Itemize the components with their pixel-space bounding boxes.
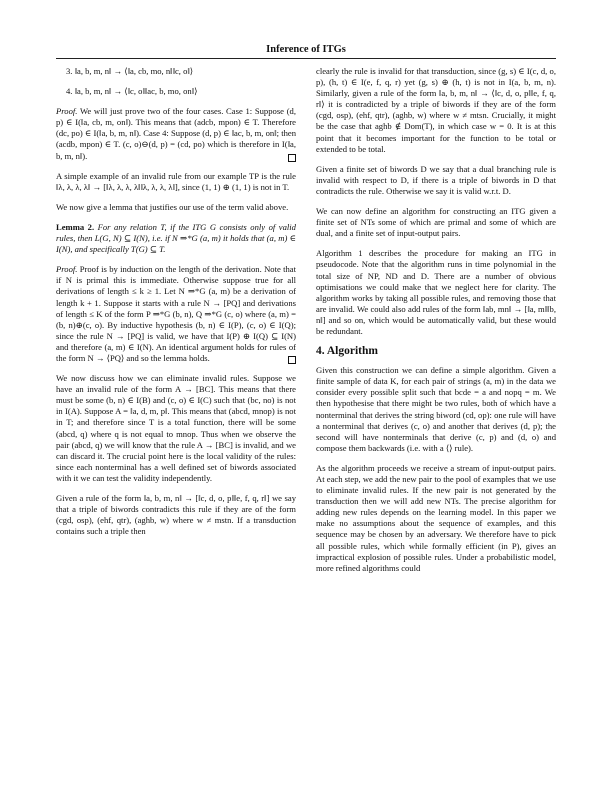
left-column <box>56 66 296 546</box>
proof-label: Proof. <box>56 264 78 275</box>
case-item-4: 4. ‖a, b, m, n‖ → ⟨‖c, o‖‖ac, b, mo, on‖⟩ <box>66 86 198 97</box>
proof-text: Proof is by induction on the length of the derivation. Note that if N is primal this is immediate. Otherwise suppose true for all derivations of length ≤ k ≥ 1. Let N ⇒*G (a, m) be a derivation of length k + 1. Suppose it starts with a rule N → [PQ] and derivations of length ≤ K of the form P ⇒*G (b, n), Q ⇒*G (c, o) where (a, m) = (b, n)⊕(c, o). By inductive hypothesis (b, n) ∈ I(P), (c, o) ∈ I(Q); since the rule N → [PQ] is valid, we have that I(P) ⊕ I(Q) ⊆ I(N) and therefore (a, m) ∈ I(N). An identical argument holds for rules of the form N → ⟨PQ⟩ and so the lemma holds. <box>56 264 296 363</box>
algorithm-intro-paragraph: We can now define an algorithm for constructing an ITG given a finite set of NTs some of which are primal and some of which are dual, and a finite set of input-output pairs. <box>316 206 556 239</box>
proof-label: Proof. <box>56 106 78 117</box>
proof-paragraph-1 <box>56 106 296 161</box>
example-paragraph: A simple example of an invalid rule from our example TP is the rule ‖λ, λ, λ, λ‖ → [‖λ, λ, λ, λ‖‖λ, λ, λ, λ‖], since (1, 1) ⊕ (1, 1) is not in T. <box>56 170 296 192</box>
proof-paragraph-2 <box>56 264 296 364</box>
lemma-2 <box>56 222 296 255</box>
qed-icon <box>288 356 296 364</box>
case-list <box>56 66 296 97</box>
lemma-statement: For any relation T, if the ITG G consists only of valid rules, then L(G, N) ⊆ I(N), i.e. if N ⇒*G (a, m) it holds that (a, m) ∈ I(N), and specifically T(G) ⊆ T. <box>56 221 296 255</box>
dual-paragraph: Given a finite set of biwords D we say that a dual branching rule is invalid with respect to D, if there is a triple of biwords in D that contradicts the rule. Otherwise we say it is valid w.r.t. D. <box>316 163 556 196</box>
running-header: Inference of ITGs <box>266 44 346 55</box>
proof-text: We will just prove two of the four cases. Case 1: Suppose (d, p) ∈ I(‖a, cb, m, on‖). This means that (adcb, mpon) ∈ T. Therefore (dc, po) ∈ I(‖a, b, m, n‖). Case 4: Suppose (d, p) ∈ ‖ac, b, m, on‖; then (acdb, mpon) ∈ T. (c, o)⊖(d, p) = (cd, po) which is therefore in I(‖a, b, m, n‖). <box>56 106 296 161</box>
header-rule <box>56 58 556 59</box>
algorithm-1-paragraph: Algorithm 1 describes the procedure for making an ITG in pseudocode. Note that the algorithm runs in time polynomial in the total size of NP, ND and D. There are a number of obvious optimisations we could make that we neglect here for clarity. The algorithm works by taking all possible rules, and removing those that are invalid. We could also add rules of the form ‖ab, mn‖ → [‖a, m‖‖b, n‖] and so on, which would be automatically valid, but these would be redundant. <box>316 248 556 336</box>
continuation-paragraph: clearly the rule is invalid for that transduction, since (g, s) ∈ I(c, d, o, p), (h, t) ∈ I(e, f, q, r) yet (g, s) ⊕ (h, t) is not in I(a, b, m, n). Similarly, given a rule of the form ‖a, b, m, n‖ → ⟨‖c, d, o, p‖‖e, f, q, r‖⟩ it is contradicted by a triple of biwords if they are of the form (cgd, osp), (ehf, qtr), (aghb, w) where w ≠ mtsn. Crucially, it might be the case that aghb ∉ Dom(T), in which case w = 0. It is at this point that it becomes important for the function to be total or extended to be total. <box>316 66 556 154</box>
lemma-intro-paragraph: We now give a lemma that justifies our use of the term valid above. <box>56 201 289 212</box>
section-heading-algorithm: 4. Algorithm <box>316 345 378 358</box>
eliminate-paragraph: We now discuss how we can eliminate invalid rules. Suppose we have an invalid rule of the form A → [BC]. This means that there must be some (b, n) ∈ I(B) and (c, o) ∈ I(C) such that (bc, no) is not in I(A). Suppose A = ‖a, d, m, p‖. This means that (abcd, mnop) is not in T; and therefore since T is a total function, there will be some (abcd, q) where q is not equal to mnop. Thus when we observe the pair (abcd, q) we will know that the rule A → [BC] is invalid, and we can discard it. The crucial point here is the local validity of the rules: since each nonterminal has a well defined set of biwords associated with it we can test the validity independently. <box>56 373 296 483</box>
qed-icon <box>288 154 296 162</box>
section-paragraph-2: As the algorithm proceeds we receive a stream of input-output pairs. At each step, we add the new pair to the pool of examples that we use to eliminate invalid rules. If the new pair is not generated by the transduction then we will add new NTs. The precise algorithm for adding new rules depends on the learning model. In this paper we make no assumptions about the sequence of examples, and this sequence may be chosen by an adversary. We therefore have to pick all possible rules, which while formally efficient (in P), gives an impractical explosion of possible rules. Under a probabilistic model, more refined algorithms could <box>316 462 556 573</box>
right-column <box>316 66 556 583</box>
section-paragraph-1: Given this construction we can define a simple algorithm. Given a finite sample of data K, for each pair of strings (a, m) in the data we consider every possible split such that bcde = a and nopq = m. We then hypothesise that there might be two rules, both of which have a nonterminal that derives the string biword (cd, op): one rule will have a nonterminal that derives (c, o) and another that derives (d, p); the second will have nonterminals that derive (c, p) and (d, o) and compose them backwards (i.e. with a ⟨⟩ rule). <box>316 365 556 453</box>
triple-paragraph: Given a rule of the form ‖a, b, m, n‖ → [‖c, d, o, p‖‖e, f, q, r‖] we say that a triple of biwords contradicts this rule if they are of the form (cgd, osp), (ehf, qtr), (aghb, w) where w ≠ mstn. If a transduction contains such a triple then <box>56 493 296 537</box>
lemma-label: Lemma 2. <box>56 221 95 232</box>
case-item-3: 3. ‖a, b, m, n‖ → ⟨‖a, cb, mo, n‖‖c, o‖⟩ <box>66 66 194 76</box>
